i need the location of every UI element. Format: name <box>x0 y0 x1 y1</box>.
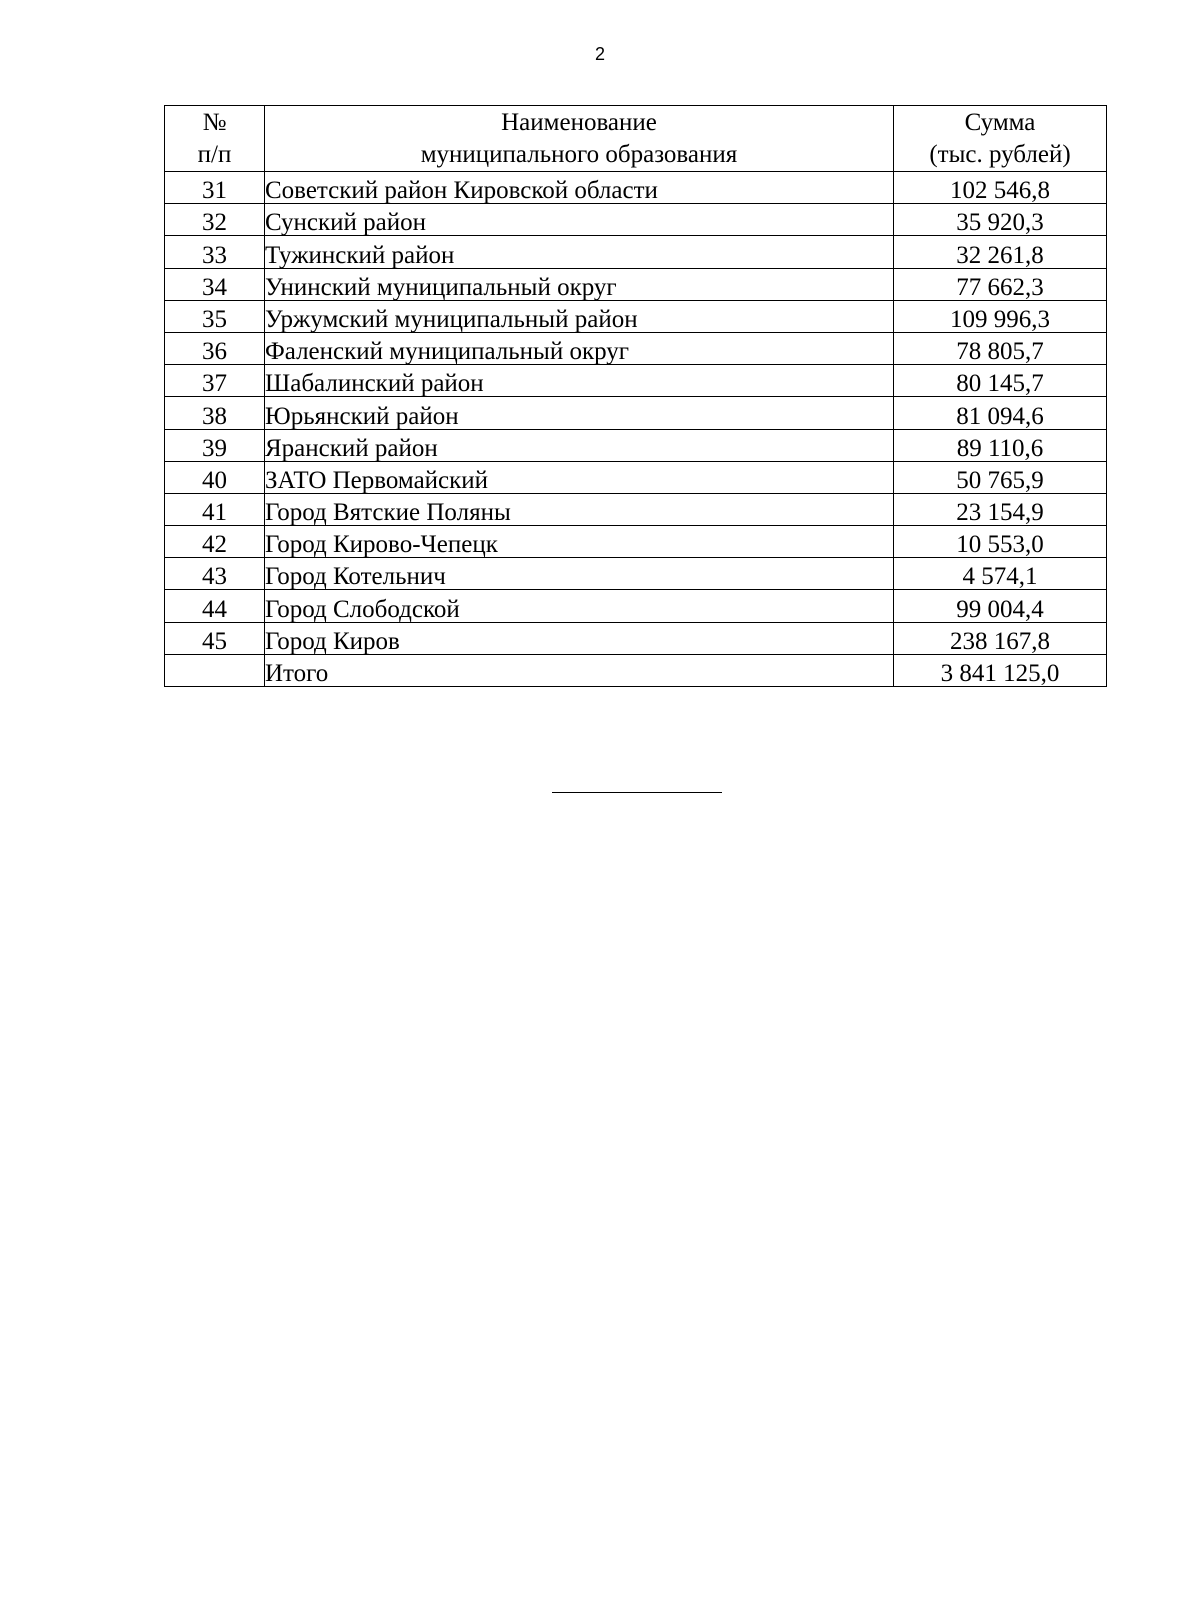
row-number: 35 <box>165 300 265 332</box>
table-row <box>165 365 1107 397</box>
table-row <box>165 461 1107 493</box>
table-row <box>165 493 1107 525</box>
table-row <box>165 236 1107 268</box>
header-num-line-1: № <box>202 108 227 136</box>
table-row <box>165 332 1107 364</box>
closing-rule <box>552 792 722 793</box>
row-sum: 80 145,7 <box>894 365 1107 397</box>
row-number: 41 <box>165 493 265 525</box>
table-row <box>165 429 1107 461</box>
row-sum: 35 920,3 <box>894 204 1107 236</box>
municipality-name: Яранский район <box>265 429 894 461</box>
header-num <box>165 106 265 172</box>
total-row <box>165 654 1107 686</box>
row-sum: 238 167,8 <box>894 622 1107 654</box>
table-row <box>165 397 1107 429</box>
header-name-line-1: Наименование <box>501 108 657 136</box>
total-number <box>165 654 265 686</box>
row-number: 36 <box>165 332 265 364</box>
municipality-name: Фаленский муниципальный округ <box>265 332 894 364</box>
header-sum-line-2: (тыс. рублей) <box>929 140 1071 168</box>
table-row <box>165 300 1107 332</box>
table-row <box>165 590 1107 622</box>
table-row <box>165 622 1107 654</box>
row-number: 31 <box>165 172 265 204</box>
table-row <box>165 172 1107 204</box>
row-number: 34 <box>165 268 265 300</box>
municipality-name: Сунский район <box>265 204 894 236</box>
table-row <box>165 268 1107 300</box>
table-header-row <box>165 106 1107 172</box>
header-name <box>265 106 894 172</box>
municipality-name: Уржумский муниципальный район <box>265 300 894 332</box>
row-number: 32 <box>165 204 265 236</box>
row-sum: 50 765,9 <box>894 461 1107 493</box>
municipality-name: Город Киров <box>265 622 894 654</box>
total-sum: 3 841 125,0 <box>894 654 1107 686</box>
row-number: 42 <box>165 526 265 558</box>
table-row <box>165 526 1107 558</box>
municipality-name: Город Слободской <box>265 590 894 622</box>
municipality-name: Город Котельнич <box>265 558 894 590</box>
row-sum: 4 574,1 <box>894 558 1107 590</box>
municipality-name: Советский район Кировской области <box>265 172 894 204</box>
row-sum: 109 996,3 <box>894 300 1107 332</box>
row-sum: 89 110,6 <box>894 429 1107 461</box>
municipality-name: ЗАТО Первомайский <box>265 461 894 493</box>
header-num-line-2: п/п <box>197 140 232 168</box>
row-number: 33 <box>165 236 265 268</box>
header-sum-line-1: Сумма <box>964 108 1036 136</box>
row-sum: 10 553,0 <box>894 526 1107 558</box>
row-number: 45 <box>165 622 265 654</box>
row-sum: 78 805,7 <box>894 332 1107 364</box>
row-sum: 77 662,3 <box>894 268 1107 300</box>
table-row <box>165 558 1107 590</box>
row-number: 37 <box>165 365 265 397</box>
table-row <box>165 204 1107 236</box>
municipality-name: Тужинский район <box>265 236 894 268</box>
row-number: 43 <box>165 558 265 590</box>
row-sum: 99 004,4 <box>894 590 1107 622</box>
row-number: 44 <box>165 590 265 622</box>
page-number: 2 <box>594 44 605 64</box>
allocation-table <box>164 105 1107 687</box>
municipality-name: Юрьянский район <box>265 397 894 429</box>
municipality-name: Шабалинский район <box>265 365 894 397</box>
total-label: Итого <box>265 654 894 686</box>
header-sum <box>894 106 1107 172</box>
row-sum: 102 546,8 <box>894 172 1107 204</box>
row-number: 40 <box>165 461 265 493</box>
row-number: 38 <box>165 397 265 429</box>
municipality-name: Город Вятские Поляны <box>265 493 894 525</box>
municipality-name: Город Кирово-Чепецк <box>265 526 894 558</box>
row-sum: 23 154,9 <box>894 493 1107 525</box>
table-body <box>165 172 1107 687</box>
header-name-line-2: муниципального образования <box>420 140 738 168</box>
row-sum: 32 261,8 <box>894 236 1107 268</box>
row-number: 39 <box>165 429 265 461</box>
municipality-name: Унинский муниципальный округ <box>265 268 894 300</box>
row-sum: 81 094,6 <box>894 397 1107 429</box>
